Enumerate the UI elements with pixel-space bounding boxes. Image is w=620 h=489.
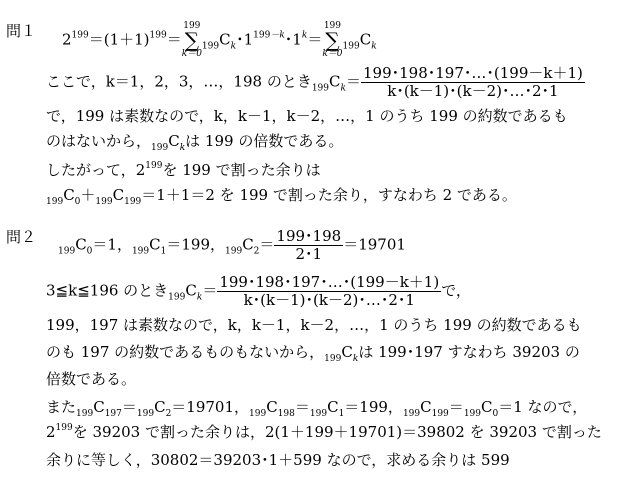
text: ＝19701 [343,235,406,254]
binom-k: 199 [431,409,449,419]
q1-line-5 [46,161,321,179]
binom-C: C [112,186,125,204]
equals: ＝ [202,281,218,300]
binom-k: 1 [338,409,345,419]
binom-C: C [341,343,353,361]
binom-k: 198 [277,409,295,419]
text: のはないから， [46,132,152,150]
equals: ＝ [294,398,310,416]
binom-C: C [93,398,105,416]
exp-minus-k: －k [270,30,285,41]
binom-k: 0 [492,409,499,419]
exp-199: 199 [149,30,167,41]
sigma-icon: ∑ [325,28,340,52]
text: また [46,398,77,416]
fraction-denominator: 2･1 [295,245,323,263]
binom-n: 199 [342,41,360,52]
binom-C: C [359,30,372,49]
fraction-numerator: 199･198･197･…･(199－k＋1) [362,64,583,82]
q1-line-1 [62,22,377,59]
binom-C: C [266,398,278,416]
q2-line-1 [58,228,406,263]
binom-k: k [179,143,186,153]
q1-line-2 [46,65,585,100]
text: ＝19701， [171,398,250,416]
text: 3≦k≦196 のとき [46,281,169,300]
binom-n: 199 [225,246,243,257]
sigma-icon: ∑ [184,28,199,52]
fraction-numerator: 199･198 [276,227,342,245]
question-2-label: 問２ [6,228,37,246]
binom-C: C [481,398,493,416]
binom-k: 1 [160,246,167,257]
binom-n: 199 [201,41,220,52]
equals: ＝ [121,398,137,416]
binom-C: C [154,398,166,416]
binom-n: 199 [58,246,76,257]
binom-n: 199 [463,409,481,419]
sum-upper-limit: 199 [323,21,342,31]
exp-k: k [301,30,308,41]
binom-n: 199 [402,409,421,419]
text: ＝199， [166,235,225,254]
q1-line-4 [46,132,343,157]
sum-lower-limit: k＝0 [322,49,343,59]
equals: ＝ [166,30,182,49]
binom-k: 197 [104,409,122,419]
binom-C: C [168,132,180,150]
q2-line-7 [46,423,602,441]
dot: ･ [236,30,244,49]
question-1-label: 問１ [6,22,37,40]
equals: ＝ [259,235,275,254]
fraction [361,65,585,100]
q2-line-3: 199，197 は素数なので，k，k－1，k－2，…，1 のうち 199 の約数であるも [46,316,582,334]
text: ＝1 なので， [498,398,588,416]
sum-upper-limit: 199 [183,21,201,31]
q2-line-2 [46,274,471,309]
fraction-numerator: 199･198･197･…･(199－k＋1) [219,273,440,291]
binom-n: 199 [136,409,155,419]
binom-C: C [242,235,254,254]
text: のも 197 の約数であるものもないから， [46,343,325,361]
binom-C: C [63,186,75,204]
plus: ＋ [80,186,96,204]
exp-199: 199 [71,30,89,41]
one: 1 [292,30,302,49]
base-2: 2 [46,423,56,441]
text: は 199 の倍数である。 [185,132,344,150]
binom-C: C [329,72,341,91]
q2-line-8: 余りに等しく，30802＝39203･1＋599 なので，求める余りは 599 [46,451,510,469]
binom-k: 2 [253,246,260,257]
binom-C: C [185,281,197,300]
binom-C: C [219,30,231,49]
binom-n: 199 [249,409,267,419]
exp-199: 199 [253,30,271,41]
binom-n: 199 [131,246,150,257]
base-2: 2 [62,30,72,49]
text: で， [441,281,471,300]
equals: ＝ [448,398,464,416]
q1-line-6 [46,186,517,211]
q2-line-6 [46,398,587,423]
binom-n: 199 [324,354,342,364]
q2-line-5: 倍数である。 [46,370,137,388]
binom-n: 199 [311,83,330,94]
text: ＝1， [92,235,132,254]
binom-n: 199 [168,292,186,303]
binom-C: C [149,235,161,254]
binom-k: 0 [74,197,81,207]
sigma-sum [182,22,202,59]
expression-1-plus-1: ＝(1＋1) [88,30,150,49]
binom-k: 2 [165,409,172,419]
binom-k: k [371,41,377,52]
binom-C: C [420,398,432,416]
q2-line-4 [46,343,580,368]
binom-k: k [230,41,237,52]
binom-n: 199 [309,409,328,419]
text: したがって，2 [46,161,146,179]
exp-199: 199 [55,423,73,433]
binom-C: C [75,235,87,254]
binom-n: 199 [76,409,94,419]
equals: ＝ [345,72,361,91]
fraction [274,228,343,263]
binom-k: 0 [86,246,93,257]
binom-n: 199 [151,143,169,153]
equals: ＝ [307,30,323,49]
binom-C: C [327,398,339,416]
fraction [217,274,441,309]
binom-k: 199 [124,197,142,207]
dot: ･ [284,30,293,49]
binom-k: k [352,354,359,364]
text: は 199･197 すなわち 39203 の [358,343,580,361]
text: ここで，k＝1，2，3，…，198 のとき [46,72,312,91]
binom-n: 199 [46,197,64,207]
binom-k: k [196,292,203,303]
sigma-sum [322,22,342,59]
binom-n: 199 [95,197,113,207]
one: 1 [243,30,254,49]
text: ＝1＋1＝2 を 199 で割った余り，すなわち 2 である。 [141,186,517,204]
exp-199: 199 [145,161,163,171]
text: を 39203 で割った余りは，2(1＋199＋19701)＝39802 を 39203 で割った [72,423,602,441]
binom-k: k [340,83,346,94]
text: を 199 で割った余りは [162,161,321,179]
fraction-denominator: k･(k－1)･(k－2)･…･2･1 [243,291,415,309]
q1-line-3: で，199 は素数なので，k，k－1，k－2，…，1 のうち 199 の約数であるも [46,107,568,125]
sum-lower-limit: k＝0 [181,49,202,59]
text: ＝199， [344,398,403,416]
fraction-denominator: k･(k－1)･(k－2)･…･2･1 [387,82,559,100]
